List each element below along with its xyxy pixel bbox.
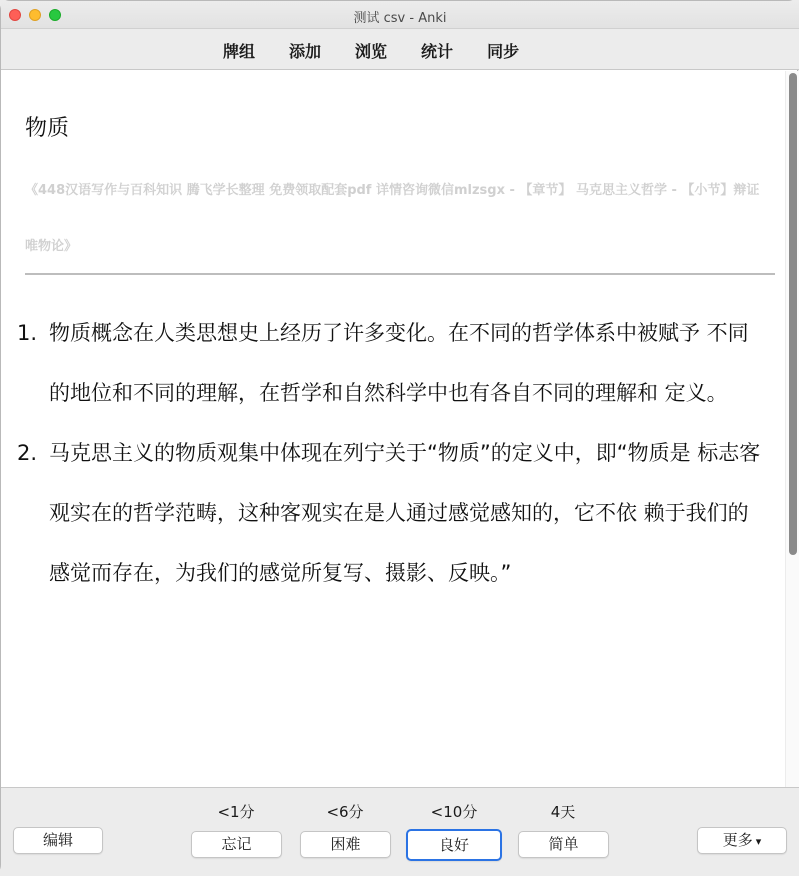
toolbar-stats[interactable]: 统计 — [421, 42, 454, 61]
edit-button[interactable]: 编辑 — [13, 827, 103, 854]
answer-text: 物质概念在人类思想史上经历了许多变化。在不同的哲学体系中被赋予 不同的地位和不同的理解，在哲学和自然科学中也有各自不同的理解和 定义。 — [49, 321, 749, 405]
interval-hard: <6分 — [326, 803, 364, 821]
interval-easy: 4天 — [550, 803, 576, 821]
more-label: 更多 — [722, 831, 753, 849]
more-button[interactable] — [697, 827, 787, 854]
hard-button[interactable]: 困难 — [300, 831, 391, 858]
answer-item — [17, 423, 777, 603]
chevron-down-icon: ▾ — [755, 835, 762, 848]
main-toolbar — [1, 29, 799, 70]
interval-again: <1分 — [217, 803, 255, 821]
review-bottom-bar — [1, 787, 799, 876]
title-bar — [1, 1, 799, 29]
toolbar-decks[interactable]: 牌组 — [223, 42, 256, 61]
again-button[interactable]: 忘记 — [191, 831, 282, 858]
answer-divider — [25, 273, 775, 275]
easy-button[interactable]: 简单 — [518, 831, 609, 858]
card-answer — [17, 303, 777, 603]
scrollbar-thumb[interactable] — [789, 73, 797, 555]
toolbar-add[interactable]: 添加 — [289, 42, 322, 61]
card-source-note: 《448汉语写作与百科知识 腾飞学长整理 免费领取配套pdf 详情咨询微信mlzsgx - 【章节】 马克思主义哲学 - 【小节】辩证唯物论》 — [25, 183, 760, 254]
answer-item — [17, 303, 777, 423]
window-title: 测试 csv - Anki — [353, 11, 447, 26]
answer-number: 2. — [17, 441, 38, 465]
vertical-scrollbar[interactable] — [785, 71, 799, 787]
card-content — [1, 71, 785, 787]
interval-good: <10分 — [430, 803, 478, 821]
answer-number: 1. — [17, 321, 38, 345]
toolbar-sync[interactable]: 同步 — [487, 42, 520, 61]
toolbar-browse[interactable]: 浏览 — [355, 42, 388, 61]
good-button[interactable]: 良好 — [406, 829, 502, 861]
card-question: 物质 — [25, 116, 70, 141]
answer-text: 马克思主义的物质观集中体现在列宁关于“物质”的定义中，即“物质是 标志客观实在的哲学范畴，这种客观实在是人通过感觉感知的，它不依 赖于我们的感觉而存在，为我们的感觉所复写、摄影、反映。” — [49, 441, 761, 585]
